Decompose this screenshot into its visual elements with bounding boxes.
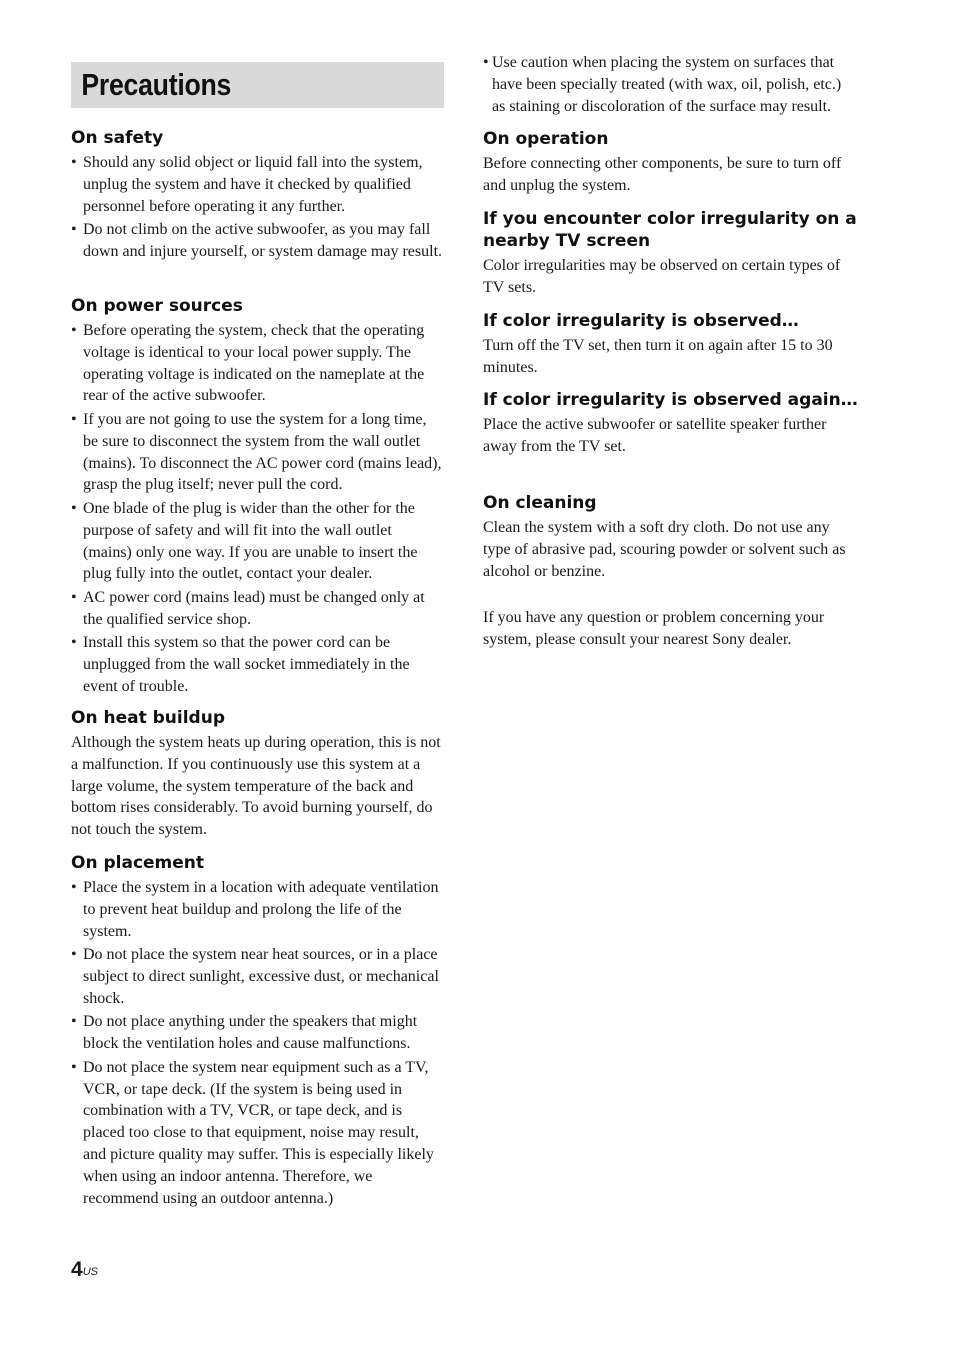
list-item: • Should any solid object or liquid fall into the system, unplug the system and have it checked by qualified personnel before operating it any further. <box>71 152 444 217</box>
section-on-operation <box>483 128 858 197</box>
placement-list <box>71 877 444 1209</box>
list-item: • One blade of the plug is wider than the other for the purpose of safety and will fit into the wall outlet (mains) only one way. If you are unable to insert the plug fully into the outlet, contact your dealer. <box>71 498 444 585</box>
section-heading: If color irregularity is observed… <box>483 311 799 331</box>
page-number-value: 4 <box>71 1258 83 1281</box>
section-on-cleaning <box>483 492 858 582</box>
section-heading: If color irregularity is observed again… <box>483 390 858 410</box>
list-item: • AC power cord (mains lead) must be changed only at the qualified service shop. <box>71 587 444 631</box>
list-item: • Place the system in a location with adequate ventilation to prevent heat buildup and prolong the life of the system. <box>71 877 444 942</box>
power-list <box>71 320 444 698</box>
section-text: Place the active subwoofer or satellite speaker further away from the TV set. <box>483 416 827 455</box>
section-color-irregularity <box>483 208 858 299</box>
section-color-observed-again <box>483 389 858 458</box>
placement-list-continued <box>483 52 858 117</box>
section-on-placement <box>71 852 444 1211</box>
safety-list <box>71 152 444 263</box>
section-heading: On safety <box>71 128 164 148</box>
list-item: • Do not place anything under the speakers that might block the ventilation holes and cause malfunctions. <box>71 1011 444 1055</box>
page-title: Precautions <box>81 67 232 102</box>
section-heading: On operation <box>483 129 609 149</box>
closing-note <box>483 607 858 651</box>
list-item: • Do not place the system near equipment such as a TV, VCR, or tape deck. (If the system is being used in combination with a TV, VCR, or tape deck, and is placed too close to that equipment, noise may result, and picture quality may suffer. This is especially likely when using an indoor antenna. Therefore, we recommend using an outdoor antenna.) <box>71 1057 444 1210</box>
section-text: Turn off the TV set, then turn it on again after 15 to 30 minutes. <box>483 337 833 376</box>
section-text: Although the system heats up during operation, this is not a malfunction. If you continuously use this system at a large volume, the system temperature of the back and bottom rises considerably. To avoid burning yourself, do not touch the system. <box>71 734 441 839</box>
closing-text: If you have any question or problem concerning your system, please consult your nearest Sony dealer. <box>483 609 825 648</box>
section-heading: On cleaning <box>483 493 597 513</box>
section-heading: On heat buildup <box>71 708 225 728</box>
list-item: • If you are not going to use the system for a long time, be sure to disconnect the system from the wall outlet (mains). To disconnect the AC power cord (mains lead), grasp the plug itself; never pull the cord. <box>71 409 444 496</box>
section-on-power-sources <box>71 295 444 700</box>
title-bar <box>71 62 444 108</box>
section-color-observed <box>483 310 858 379</box>
section-text: Color irregularities may be observed on certain types of TV sets. <box>483 257 841 296</box>
page-number-suffix: US <box>82 1266 98 1278</box>
list-item: • Do not place the system near heat sources, or in a place subject to direct sunlight, excessive dust, or mechanical shock. <box>71 944 444 1009</box>
section-text: Clean the system with a soft dry cloth. Do not use any type of abrasive pad, scouring powder or solvent such as alcohol or benzine. <box>483 519 846 580</box>
section-heading: On placement <box>71 853 205 873</box>
section-heading: On power sources <box>71 296 243 316</box>
list-item: • Install this system so that the power cord can be unplugged from the wall socket immediately in the event of trouble. <box>71 632 444 697</box>
section-text: Before connecting other components, be sure to turn off and unplug the system. <box>483 155 842 194</box>
placement-continued <box>483 52 858 119</box>
page-number <box>71 1258 98 1282</box>
section-heading: If you encounter color irregularity on a nearby TV screen <box>483 209 857 251</box>
section-on-safety <box>71 127 444 265</box>
section-on-heat-buildup <box>71 707 444 841</box>
list-item: • Use caution when placing the system on surfaces that have been specially treated (with wax, oil, polish, etc.) as staining or discoloration of the surface may result. <box>483 52 858 117</box>
list-item: • Do not climb on the active subwoofer, as you may fall down and injure yourself, or system damage may result. <box>71 219 444 263</box>
list-item: • Before operating the system, check that the operating voltage is identical to your local power supply. The operating voltage is indicated on the nameplate at the rear of the active subwoofer. <box>71 320 444 407</box>
